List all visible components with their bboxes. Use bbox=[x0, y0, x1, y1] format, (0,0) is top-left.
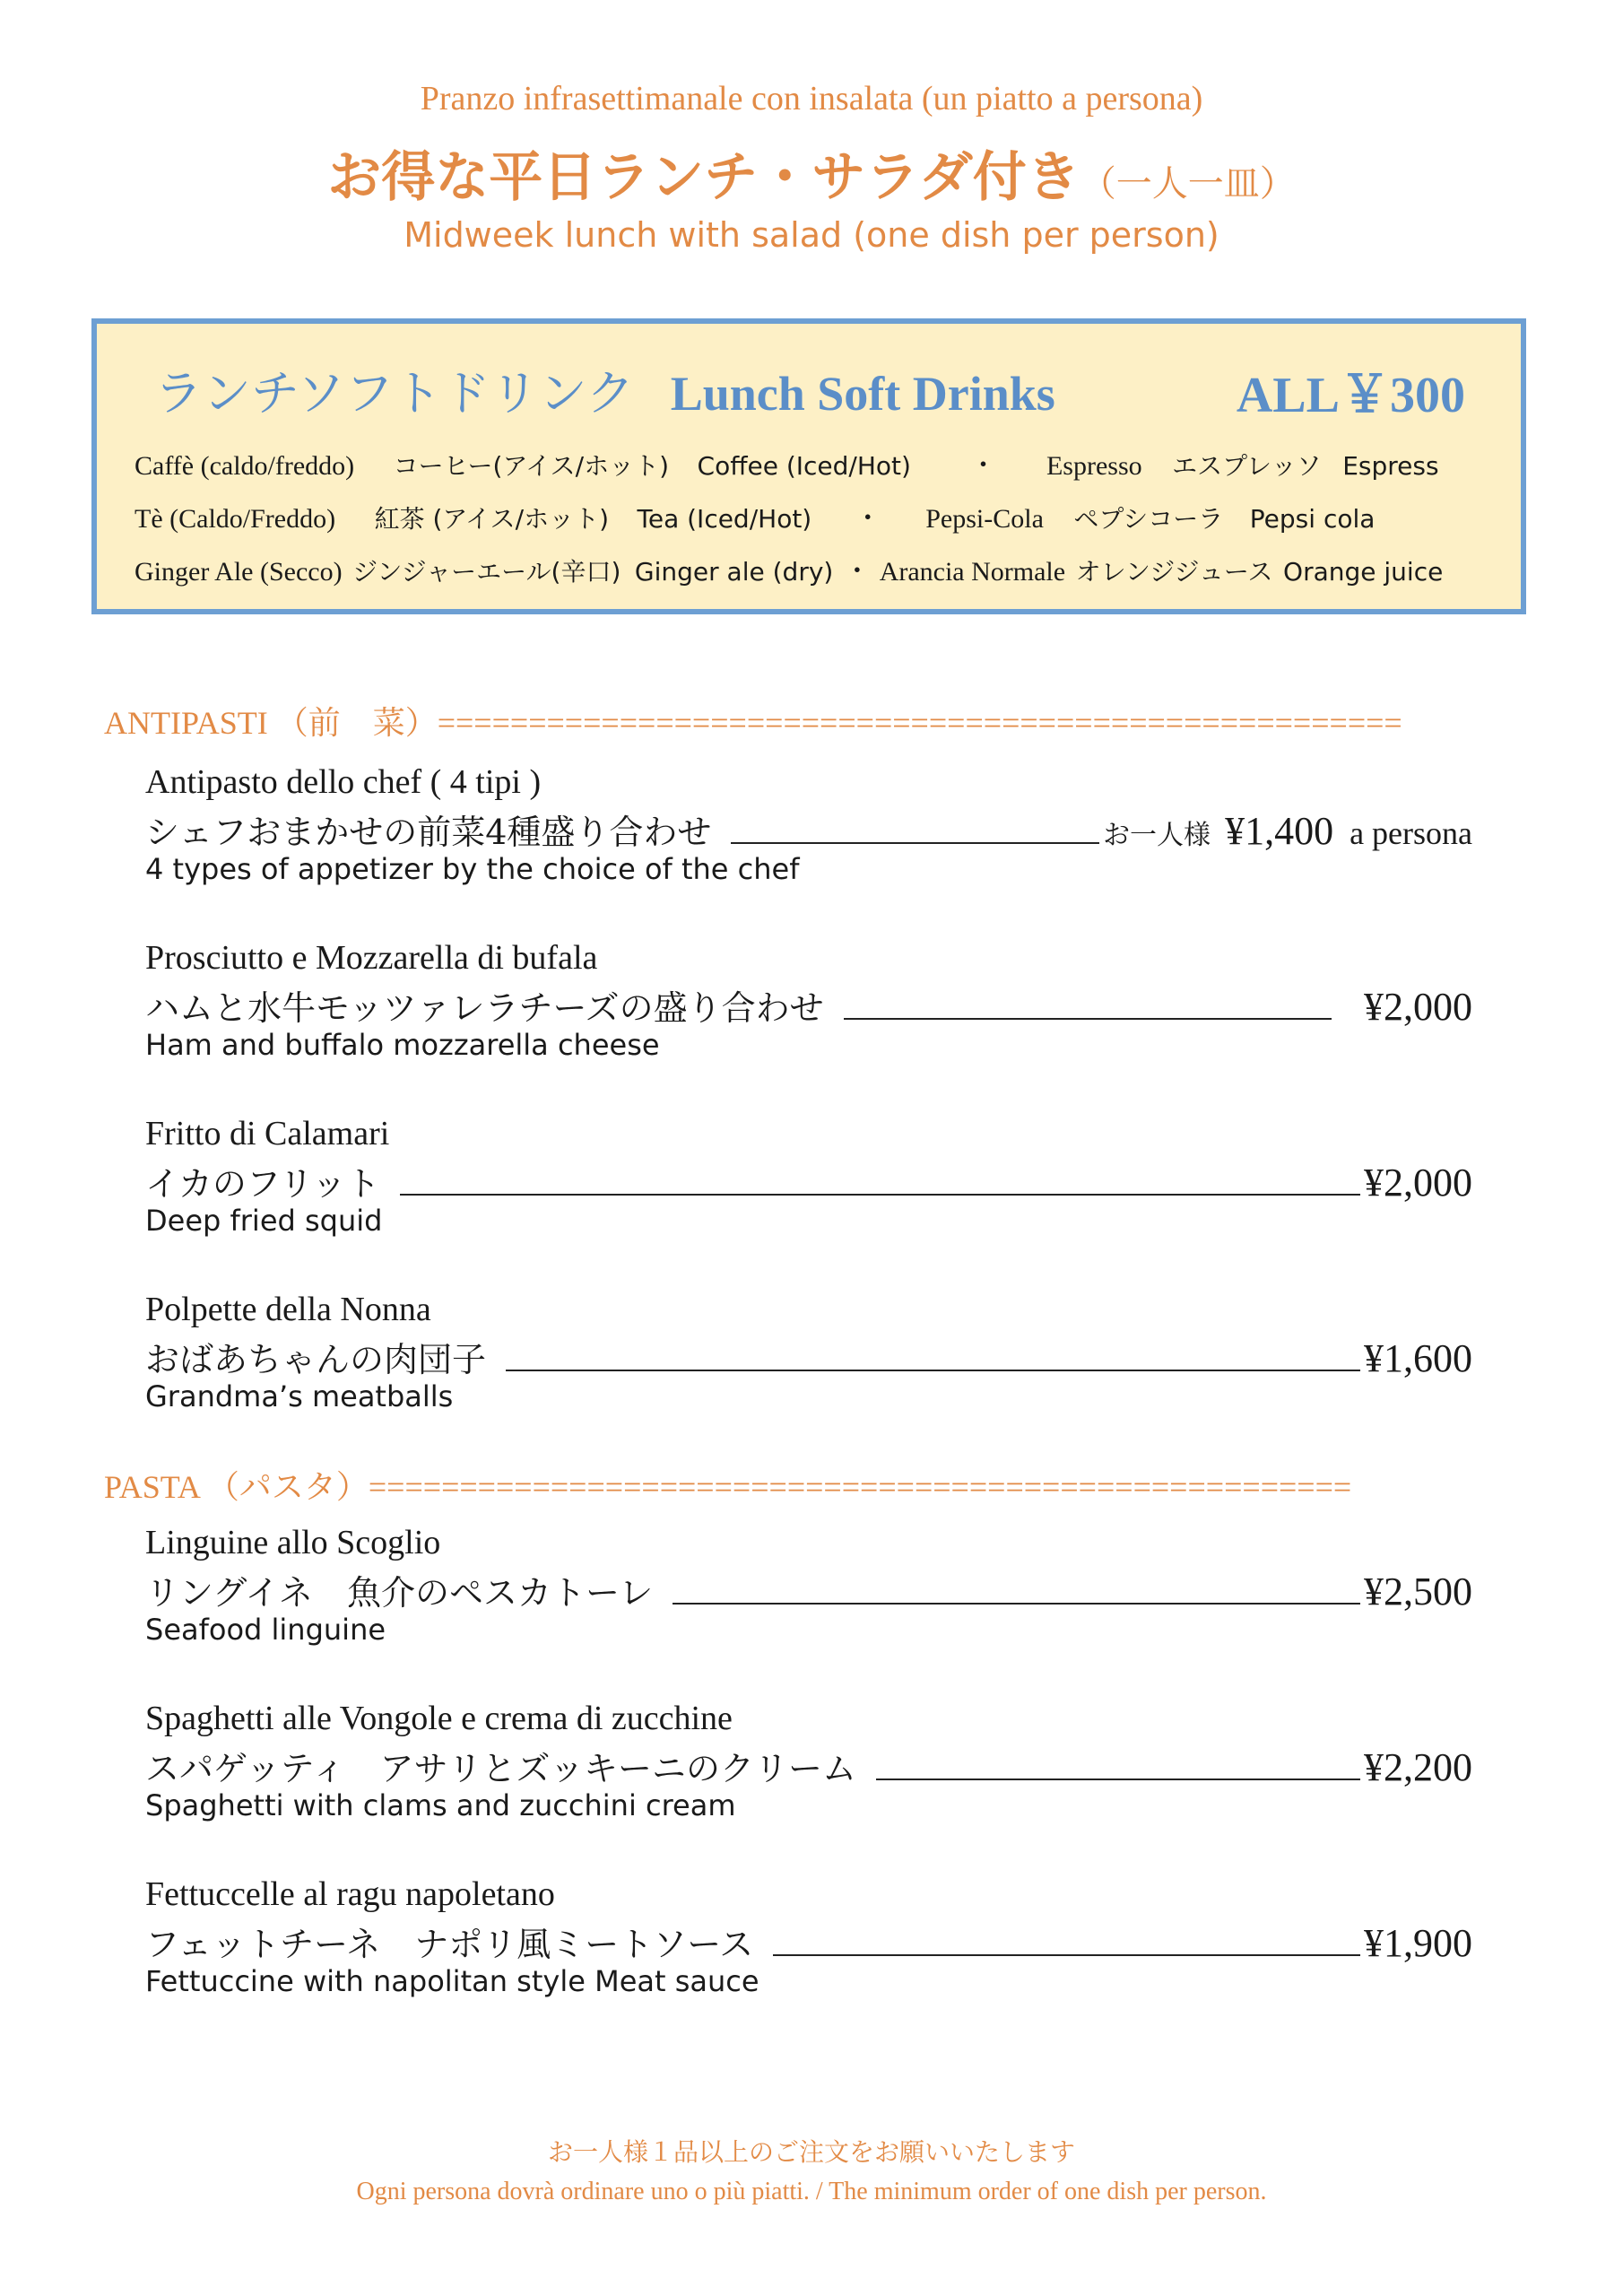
drink-espresso-en: Espress bbox=[1342, 451, 1439, 481]
header-japanese-sub: （一人一皿） bbox=[1080, 163, 1296, 204]
soft-drinks-title-en: Lunch Soft Drinks bbox=[670, 367, 1055, 421]
menu-item-price: ¥2,000 bbox=[1364, 985, 1472, 1029]
menu-item-japanese: おばあちゃんの肉団子 bbox=[145, 1340, 487, 1379]
menu-item-japanese: ハムと水牛モッツァレラチーズの盛り合わせ bbox=[145, 988, 824, 1028]
menu-item-japanese: イカのフリット bbox=[145, 1164, 380, 1204]
footer-notice: Ogni persona dovrà ordinare uno o più piatti. / The minimum order of one dish per person. bbox=[356, 2178, 1267, 2205]
menu-item-japanese: スパゲッティ アサリとズッキーニのクリーム bbox=[145, 1749, 857, 1788]
soft-drinks-title bbox=[154, 355, 1055, 424]
drink-pepsi-en: Pepsi cola bbox=[1249, 504, 1376, 534]
menu-item-italian: Fettuccelle al ragu napoletano bbox=[145, 1875, 555, 1913]
drink-line-1 bbox=[135, 443, 1439, 483]
header-japanese bbox=[0, 135, 1623, 212]
drink-caffe-jp: コーヒー(アイス/ホット) bbox=[393, 451, 670, 481]
menu-item-row bbox=[145, 1332, 1472, 1381]
drink-separator: ・ bbox=[854, 504, 881, 534]
menu-item-price: ¥2,500 bbox=[1364, 1570, 1472, 1613]
menu-item-english: Seafood linguine bbox=[145, 1613, 386, 1647]
drink-te-en: Tea (Iced/Hot) bbox=[637, 504, 812, 534]
dotted-leader bbox=[731, 842, 1099, 844]
menu-item-price: ¥1,900 bbox=[1364, 1921, 1472, 1965]
drink-ginger-it: Ginger Ale (Secco) bbox=[135, 557, 343, 587]
menu-item-italian: Antipasto dello chef ( 4 tipi ) bbox=[145, 763, 542, 801]
menu-item-price: ¥1,600 bbox=[1364, 1336, 1472, 1380]
drink-caffe-it: Caffè (caldo/freddo) bbox=[135, 451, 355, 481]
menu-item-price: ¥2,000 bbox=[1364, 1161, 1472, 1205]
drink-pepsi-it: Pepsi-Cola bbox=[925, 504, 1044, 534]
soft-drinks-price: ALL￥300 bbox=[1236, 368, 1465, 423]
header-italian: Pranzo infrasettimanale con insalata (un piatto a persona) bbox=[420, 80, 1203, 117]
menu-item-italian: Linguine allo Scoglio bbox=[145, 1524, 441, 1561]
menu-item-row bbox=[145, 1741, 1472, 1790]
menu-item-japanese: リングイネ 魚介のペスカトーレ bbox=[145, 1573, 654, 1613]
menu-item-row bbox=[145, 1917, 1472, 1966]
menu-item-italian: Spaghetti alle Vongole e crema di zucchine bbox=[145, 1700, 733, 1737]
menu-item-price: ¥2,200 bbox=[1364, 1745, 1472, 1789]
menu-item-row bbox=[145, 804, 1472, 854]
drink-pepsi-jp: ペプシコーラ bbox=[1073, 504, 1224, 534]
menu-item-row bbox=[145, 980, 1472, 1030]
dotted-leader bbox=[844, 1018, 1332, 1020]
menu-item-english: Ham and buffalo mozzarella cheese bbox=[145, 1028, 660, 1062]
footer-japanese: お一人様１品以上のご注文をお願いいたします bbox=[547, 2137, 1075, 2167]
drink-separator: ・ bbox=[969, 451, 997, 481]
dotted-leader bbox=[876, 1779, 1360, 1780]
menu-item-english: Grandma’s meatballs bbox=[145, 1379, 454, 1413]
menu-item-italian: Polpette della Nonna bbox=[145, 1291, 431, 1328]
drink-ginger-jp: ジンジャーエール(辛口) bbox=[352, 557, 621, 587]
drink-orange-en: Orange juice bbox=[1283, 557, 1444, 587]
menu-item-row bbox=[145, 1156, 1472, 1205]
dotted-leader bbox=[400, 1194, 1360, 1196]
menu-item-japanese: シェフおまかせの前菜4種盛り合わせ bbox=[145, 813, 712, 852]
drink-orange-jp: オレンジジュース bbox=[1075, 557, 1273, 587]
drink-te-jp: 紅茶 (アイス/ホット) bbox=[374, 504, 609, 534]
menu-item-english: Deep fried squid bbox=[145, 1204, 383, 1238]
section-header-pasta: PASTA （パスタ）====================================================== bbox=[104, 1469, 1352, 1505]
drink-espresso-it: Espresso bbox=[1046, 451, 1142, 481]
drink-espresso-jp: エスプレッソ bbox=[1172, 451, 1322, 481]
dotted-leader bbox=[773, 1954, 1360, 1956]
drink-separator: ・ bbox=[843, 557, 871, 587]
soft-drinks-title-jp: ランチソフトドリンク bbox=[154, 365, 635, 422]
dotted-leader bbox=[673, 1603, 1360, 1605]
drink-ginger-en: Ginger ale (dry) bbox=[634, 557, 834, 587]
drink-caffe-en: Coffee (Iced/Hot) bbox=[697, 451, 911, 481]
menu-item-price-suffix: a persona bbox=[1350, 815, 1472, 851]
header-english: Midweek lunch with salad (one dish per person) bbox=[404, 215, 1219, 255]
section-header-antipasti: ANTIPASTI （前 菜）===================================================== bbox=[104, 705, 1402, 741]
menu-item-row bbox=[145, 1565, 1472, 1614]
menu-item-english: Fettuccine with napolitan style Meat sauce bbox=[145, 1964, 759, 1998]
drink-orange-it: Arancia Normale bbox=[879, 557, 1066, 587]
drink-line-3 bbox=[135, 549, 1443, 588]
menu-item-english: 4 types of appetizer by the choice of the chef bbox=[145, 852, 800, 886]
drink-te-it: Tè (Caldo/Freddo) bbox=[135, 504, 336, 534]
menu-item-japanese: フェットチーネ ナポリ風ミートソース bbox=[145, 1925, 754, 1964]
menu-item-per-person: お一人様 bbox=[1103, 820, 1211, 851]
menu-item-price: ¥1,400 bbox=[1225, 809, 1334, 853]
menu-item-english: Spaghetti with clams and zucchini cream bbox=[145, 1788, 736, 1822]
soft-drinks-box bbox=[91, 318, 1526, 614]
menu-item-italian: Prosciutto e Mozzarella di bufala bbox=[145, 939, 598, 977]
dotted-leader bbox=[506, 1370, 1360, 1371]
menu-item-italian: Fritto di Calamari bbox=[145, 1115, 390, 1152]
drink-line-2 bbox=[135, 496, 1375, 535]
header-japanese-main: お得な平日ランチ・サラダ付き bbox=[327, 146, 1081, 209]
